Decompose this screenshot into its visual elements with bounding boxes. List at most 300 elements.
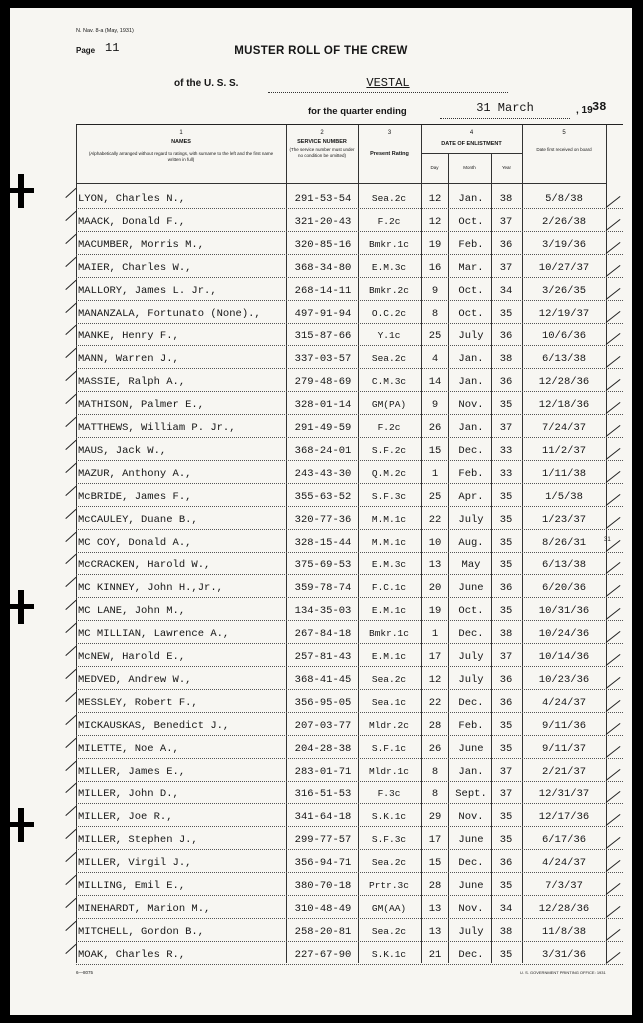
enlistment-day: 15 xyxy=(428,444,442,457)
row-rule xyxy=(76,895,623,896)
service-number: 380-70-18 xyxy=(294,880,352,892)
check-mark-icon xyxy=(65,623,77,634)
enlistment-year: 36 xyxy=(499,376,513,389)
table-row xyxy=(76,191,623,214)
date-received: 7/24/37 xyxy=(541,422,587,434)
service-number: 315-87-66 xyxy=(294,330,352,343)
check-mark-icon xyxy=(606,288,621,300)
col4-month-label: Month xyxy=(463,165,476,170)
date-received: 9/11/36 xyxy=(541,719,587,732)
check-mark-icon xyxy=(65,692,77,703)
binder-clip-icon xyxy=(8,808,36,842)
enlistment-month: Dec. xyxy=(458,857,484,870)
check-mark-icon xyxy=(65,531,77,542)
page-title: MUSTER ROLL OF THE CREW xyxy=(234,45,408,57)
table-row xyxy=(76,580,623,603)
enlistment-year: 37 xyxy=(499,788,513,801)
enlistment-day: 13 xyxy=(428,902,442,915)
table-row xyxy=(76,397,623,420)
enlistment-day: 12 xyxy=(428,215,442,228)
check-mark-icon xyxy=(606,631,621,643)
present-rating: F.3c xyxy=(377,788,401,800)
table-row xyxy=(76,878,623,901)
row-rule xyxy=(76,391,623,392)
check-mark-icon xyxy=(65,737,77,748)
enlistment-month: July xyxy=(458,330,484,343)
row-rule xyxy=(76,506,623,507)
table-row xyxy=(76,924,623,947)
col4-number: 4 xyxy=(469,130,474,136)
check-mark-icon xyxy=(65,646,77,657)
row-rule xyxy=(76,643,623,644)
enlistment-year: 38 xyxy=(499,925,513,938)
crew-name: MANN, Warren J., xyxy=(78,353,179,366)
crew-name: MAUS, Jack W., xyxy=(78,444,167,457)
muster-roll-page xyxy=(10,8,632,1015)
row-rule xyxy=(76,529,623,530)
crew-name: McBRIDE, James F., xyxy=(78,490,192,503)
check-mark-icon xyxy=(606,402,621,414)
check-mark-icon xyxy=(606,769,621,781)
present-rating: S.F.2c xyxy=(371,444,407,456)
check-mark-icon xyxy=(606,608,621,620)
check-mark-icon xyxy=(606,700,621,712)
check-mark-icon xyxy=(65,302,77,313)
enlistment-year: 34 xyxy=(499,902,513,915)
enlistment-year: 35 xyxy=(499,811,513,824)
enlistment-month: July xyxy=(458,513,484,526)
table-row xyxy=(76,764,623,787)
row-rule xyxy=(76,826,623,827)
enlistment-day: 17 xyxy=(428,651,442,663)
enlistment-month: Feb. xyxy=(458,719,484,732)
enlistment-day: 9 xyxy=(431,284,439,297)
enlistment-year: 37 xyxy=(499,422,513,434)
service-number: 257-81-43 xyxy=(294,651,352,663)
table-row xyxy=(76,512,623,535)
present-rating: Q.M.2c xyxy=(371,467,407,479)
enlistment-day: 25 xyxy=(428,490,442,503)
service-number: 299-77-57 xyxy=(294,834,352,847)
check-mark-icon xyxy=(606,265,621,277)
row-rule xyxy=(76,918,623,919)
enlistment-day: 22 xyxy=(428,513,442,526)
date-received: 10/14/36 xyxy=(538,651,590,663)
date-received: 2/26/38 xyxy=(541,215,587,228)
enlistment-day: 25 xyxy=(428,330,442,343)
row-rule xyxy=(76,437,623,438)
enlistment-day: 16 xyxy=(428,261,442,274)
ship-label: of the U. S. S. xyxy=(174,78,239,89)
present-rating: E.M.1c xyxy=(371,651,407,662)
check-mark-icon xyxy=(606,883,621,895)
enlistment-year: 35 xyxy=(499,399,513,412)
enlistment-year: 35 xyxy=(499,307,513,320)
enlistment-day: 13 xyxy=(428,559,442,572)
check-mark-icon xyxy=(65,600,77,611)
enlistment-month: June xyxy=(458,742,484,755)
enlistment-day: 26 xyxy=(428,422,442,434)
service-number: 243-43-30 xyxy=(294,467,352,480)
service-number: 328-15-44 xyxy=(294,536,352,549)
enlistment-day: 28 xyxy=(428,880,442,892)
check-mark-icon xyxy=(606,471,621,483)
service-number: 267-84-18 xyxy=(294,628,352,641)
row-rule xyxy=(76,231,623,232)
check-mark-icon xyxy=(65,760,77,771)
row-rule xyxy=(76,712,623,713)
check-mark-icon xyxy=(65,715,77,726)
date-received: 12/18/36 xyxy=(538,399,590,412)
crew-name: MESSLEY, Robert F., xyxy=(78,696,198,709)
check-mark-icon xyxy=(65,577,77,588)
date-received: 1/11/38 xyxy=(541,467,587,480)
enlistment-month: July xyxy=(458,651,484,663)
check-mark-icon xyxy=(606,585,621,597)
crew-name: MILLER, James E., xyxy=(78,765,186,778)
enlistment-month: Apr. xyxy=(458,490,484,503)
check-mark-icon xyxy=(65,829,77,840)
row-rule xyxy=(76,574,623,575)
service-number: 368-24-01 xyxy=(294,444,352,457)
check-mark-icon xyxy=(606,333,621,345)
service-number: 328-01-14 xyxy=(294,399,352,412)
row-rule xyxy=(76,323,623,324)
service-number: 341-64-18 xyxy=(294,811,352,824)
enlistment-day: 22 xyxy=(428,696,442,709)
date-received: 10/23/36 xyxy=(538,673,590,686)
check-mark-icon xyxy=(606,311,621,323)
check-mark-icon xyxy=(65,417,77,428)
crew-name: MASSIE, Ralph A., xyxy=(78,376,186,389)
date-received: 12/31/37 xyxy=(538,788,590,801)
handwritten-note: 31 xyxy=(604,536,611,543)
crew-name: MC COY, Donald A., xyxy=(78,536,192,549)
enlistment-year: 36 xyxy=(499,857,513,870)
row-rule xyxy=(76,666,623,667)
check-mark-icon xyxy=(606,196,621,208)
enlistment-day: 21 xyxy=(428,948,442,961)
enlistment-day: 26 xyxy=(428,742,442,755)
present-rating: F.2c xyxy=(377,422,401,433)
date-received: 1/23/37 xyxy=(541,513,587,526)
present-rating: Sea.2c xyxy=(371,673,407,685)
binder-clip-icon xyxy=(8,590,36,624)
check-mark-icon xyxy=(606,494,621,506)
year-label: , 19 xyxy=(576,105,593,116)
check-mark-icon xyxy=(65,211,77,222)
date-received: 10/27/37 xyxy=(538,261,590,274)
page-number: 11 xyxy=(105,41,120,55)
col3-number: 3 xyxy=(387,130,392,136)
enlistment-day: 12 xyxy=(428,193,442,205)
date-received: 12/17/36 xyxy=(538,811,590,824)
table-row xyxy=(76,420,623,443)
crew-name: MATHISON, Palmer E., xyxy=(78,399,205,412)
date-received: 4/24/37 xyxy=(541,857,587,870)
service-number: 320-85-16 xyxy=(294,238,352,251)
enlistment-year: 37 xyxy=(499,651,513,663)
present-rating: Y.1c xyxy=(377,330,401,342)
enlistment-year: 35 xyxy=(499,834,513,847)
crew-name: MACUMBER, Morris M., xyxy=(78,238,205,251)
enlistment-day: 10 xyxy=(428,536,442,549)
enlistment-day: 4 xyxy=(431,353,439,366)
row-rule xyxy=(76,552,623,553)
enlistment-month: July xyxy=(458,925,484,938)
row-rule xyxy=(76,254,623,255)
enlistment-month: Dec. xyxy=(458,444,484,457)
crew-name: MILLING, Emil E., xyxy=(78,880,186,892)
table-row xyxy=(76,351,623,374)
enlistment-month: Feb. xyxy=(458,467,484,480)
present-rating: O.C.2c xyxy=(371,307,407,319)
table-row xyxy=(76,626,623,649)
date-received: 10/24/36 xyxy=(538,628,590,641)
date-received: 3/26/35 xyxy=(541,284,587,297)
date-received: 6/17/36 xyxy=(541,834,587,847)
enlistment-month: June xyxy=(458,582,484,595)
table-row xyxy=(76,260,623,283)
service-number: 337-03-57 xyxy=(294,353,352,366)
check-mark-icon xyxy=(65,508,77,519)
crew-name: MC MILLIAN, Lawrence A., xyxy=(78,628,230,641)
enlistment-year: 35 xyxy=(499,742,513,755)
check-mark-icon xyxy=(65,394,77,405)
crew-name: MINEHARDT, Marion M., xyxy=(78,902,211,915)
date-received: 12/28/36 xyxy=(538,902,590,915)
table-row xyxy=(76,214,623,237)
col5-number: 5 xyxy=(562,130,566,136)
crew-name: MILLER, Joe R., xyxy=(78,811,173,824)
check-mark-icon xyxy=(65,234,77,245)
table-row xyxy=(76,901,623,924)
enlistment-month: Jan. xyxy=(458,376,484,389)
service-number: 316-51-53 xyxy=(294,788,352,801)
enlistment-month: Mar. xyxy=(458,261,484,274)
date-received: 6/13/38 xyxy=(541,353,587,366)
table-row xyxy=(76,374,623,397)
service-number: 204-28-38 xyxy=(294,742,352,755)
present-rating: E.M.3c xyxy=(371,559,407,571)
enlistment-month: Dec. xyxy=(458,696,484,709)
enlistment-year: 38 xyxy=(499,353,513,366)
service-number: 310-48-49 xyxy=(294,902,352,915)
col2-subtitle: (The service number must under no condition be omitted) xyxy=(289,147,355,158)
row-rule xyxy=(76,849,623,850)
col4-title: DATE OF ENLISTMENT xyxy=(441,141,502,147)
table-row xyxy=(76,809,623,832)
check-mark-icon xyxy=(606,723,621,735)
table-row xyxy=(76,695,623,718)
date-received: 5/8/38 xyxy=(545,193,583,205)
enlistment-year: 35 xyxy=(499,880,513,892)
quarter-underline xyxy=(440,118,570,119)
table-row xyxy=(76,832,623,855)
check-mark-icon xyxy=(65,669,77,680)
enlistment-month: Oct. xyxy=(458,215,484,228)
enlistment-year: 36 xyxy=(499,696,513,709)
check-mark-icon xyxy=(65,783,77,794)
check-mark-icon xyxy=(606,379,621,391)
enlistment-year: 33 xyxy=(499,444,513,457)
present-rating: GM(AA) xyxy=(371,902,407,914)
date-received: 11/8/38 xyxy=(541,925,587,938)
service-number: 291-53-54 xyxy=(294,193,352,205)
check-mark-icon xyxy=(65,463,77,474)
present-rating: S.K.1c xyxy=(371,811,407,823)
row-rule xyxy=(76,620,623,621)
present-rating: Bmkr.1c xyxy=(369,628,409,640)
col3-title: Present Rating xyxy=(370,151,409,157)
col4-day-label: Day xyxy=(430,165,439,170)
check-mark-icon xyxy=(606,929,621,941)
table-row xyxy=(76,649,623,672)
crew-name: MC LANE, John M., xyxy=(78,605,186,618)
table-row xyxy=(76,535,623,558)
enlistment-day: 13 xyxy=(428,925,442,938)
crew-name: MALLORY, James L. Jr., xyxy=(78,284,217,297)
check-mark-icon xyxy=(65,852,77,863)
check-mark-icon xyxy=(606,654,621,666)
enlistment-month: Oct. xyxy=(458,605,484,618)
service-number: 279-48-69 xyxy=(294,376,352,389)
table-row xyxy=(76,672,623,695)
check-mark-icon xyxy=(65,371,77,382)
crew-name: MILLER, Stephen J., xyxy=(78,834,198,847)
enlistment-year: 36 xyxy=(499,330,513,343)
crew-name: MICKAUSKAS, Benedict J., xyxy=(78,719,230,732)
check-mark-icon xyxy=(65,348,77,359)
enlistment-day: 9 xyxy=(431,399,439,412)
row-rule xyxy=(76,597,623,598)
service-number: 356-95-05 xyxy=(294,696,352,709)
table-row xyxy=(76,718,623,741)
enlistment-day: 17 xyxy=(428,834,442,847)
present-rating: Mldr.2c xyxy=(369,719,409,731)
row-rule xyxy=(76,872,623,873)
col5-title: Date first received on board xyxy=(536,147,592,152)
crew-name: McNEW, Harold E., xyxy=(78,651,186,663)
ship-name: VESTAL xyxy=(366,76,410,90)
enlistment-month: May xyxy=(461,559,481,572)
present-rating: Bmkr.2c xyxy=(369,284,409,296)
check-mark-icon xyxy=(65,898,77,909)
check-mark-icon xyxy=(606,425,621,437)
check-mark-icon xyxy=(606,952,621,964)
enlistment-day: 29 xyxy=(428,811,442,824)
enlistment-day: 8 xyxy=(431,307,439,320)
row-rule xyxy=(76,964,623,965)
enlistment-year: 33 xyxy=(499,467,513,480)
table-row xyxy=(76,328,623,351)
enlistment-month: Jan. xyxy=(458,422,484,434)
check-mark-icon xyxy=(606,860,621,872)
footer-code: 6—8075 xyxy=(76,970,94,975)
service-number: 227-67-90 xyxy=(294,948,352,961)
check-mark-icon xyxy=(606,517,621,529)
table-row xyxy=(76,741,623,764)
table-row xyxy=(76,855,623,878)
year-value: 38 xyxy=(592,100,607,114)
date-received: 10/31/36 xyxy=(538,605,590,618)
table-row xyxy=(76,283,623,306)
table-row xyxy=(76,557,623,580)
service-number: 356-94-71 xyxy=(294,857,352,870)
check-mark-icon xyxy=(65,944,77,955)
crew-name: MATTHEWS, William P. Jr., xyxy=(78,422,236,434)
enlistment-day: 1 xyxy=(431,628,439,641)
date-received: 1/5/38 xyxy=(545,490,583,503)
crew-name: McCAULEY, Duane B., xyxy=(78,513,198,526)
enlistment-month: Feb. xyxy=(458,238,484,251)
date-received: 7/3/37 xyxy=(545,880,583,892)
date-received: 3/31/36 xyxy=(541,948,587,961)
row-rule xyxy=(76,803,623,804)
date-received: 3/19/36 xyxy=(541,238,587,251)
enlistment-year: 35 xyxy=(499,490,513,503)
crew-name: MC KINNEY, John H.,Jr., xyxy=(78,582,223,595)
check-mark-icon xyxy=(606,448,621,460)
enlistment-month: June xyxy=(458,834,484,847)
date-received: 8/26/31 xyxy=(541,536,587,549)
footer-printer: U. S. GOVERNMENT PRINTING OFFICE: 1931 xyxy=(520,970,606,975)
form-id: N. Nav. 8-a (May, 1931) xyxy=(76,28,134,34)
enlistment-month: Jan. xyxy=(458,193,484,205)
date-received: 12/28/36 xyxy=(538,376,590,389)
present-rating: M.M.1c xyxy=(371,536,407,548)
service-number: 283-01-71 xyxy=(294,765,352,778)
crew-name: MANKE, Henry F., xyxy=(78,330,179,343)
row-rule xyxy=(76,208,623,209)
enlistment-year: 35 xyxy=(499,559,513,572)
service-number: 368-34-80 xyxy=(294,261,352,274)
service-number: 359-78-74 xyxy=(294,582,352,595)
table-row xyxy=(76,443,623,466)
col1-number: 1 xyxy=(179,130,183,136)
check-mark-icon xyxy=(65,279,77,290)
crew-name: MILETTE, Noe A., xyxy=(78,742,179,755)
crew-name: LYON, Charles N., xyxy=(78,193,186,205)
date-received: 11/2/37 xyxy=(541,444,587,457)
enlistment-day: 8 xyxy=(431,788,439,801)
row-rule xyxy=(76,345,623,346)
row-rule xyxy=(76,368,623,369)
enlistment-month: Oct. xyxy=(458,284,484,297)
enlistment-month: June xyxy=(458,880,484,892)
enlistment-year: 37 xyxy=(499,215,513,228)
enlistment-month: Dec. xyxy=(458,948,484,961)
col4-year-label: Year xyxy=(501,165,512,170)
present-rating: Bmkr.1c xyxy=(369,238,409,250)
col2-title: SERVICE NUMBER xyxy=(297,139,347,145)
enlistment-year: 37 xyxy=(499,261,513,274)
check-mark-icon xyxy=(65,257,77,268)
col1-subtitle: (Alphabetically arranged without regard to ratings, with surname to the left and the first name written in full) xyxy=(88,151,274,162)
crew-name: MOAK, Charles R., xyxy=(78,948,186,961)
present-rating: F.C.1c xyxy=(371,582,407,594)
service-number: 497-91-94 xyxy=(294,307,352,320)
enlistment-day: 15 xyxy=(428,857,442,870)
enlistment-month: Jan. xyxy=(458,765,484,778)
row-rule xyxy=(76,735,623,736)
crew-name: MAACK, Donald F., xyxy=(78,215,186,228)
service-number: 355-63-52 xyxy=(294,490,352,503)
check-mark-icon xyxy=(65,875,77,886)
date-received: 4/24/37 xyxy=(541,696,587,709)
present-rating: GM(PA) xyxy=(371,399,407,411)
col2-number: 2 xyxy=(320,130,324,136)
